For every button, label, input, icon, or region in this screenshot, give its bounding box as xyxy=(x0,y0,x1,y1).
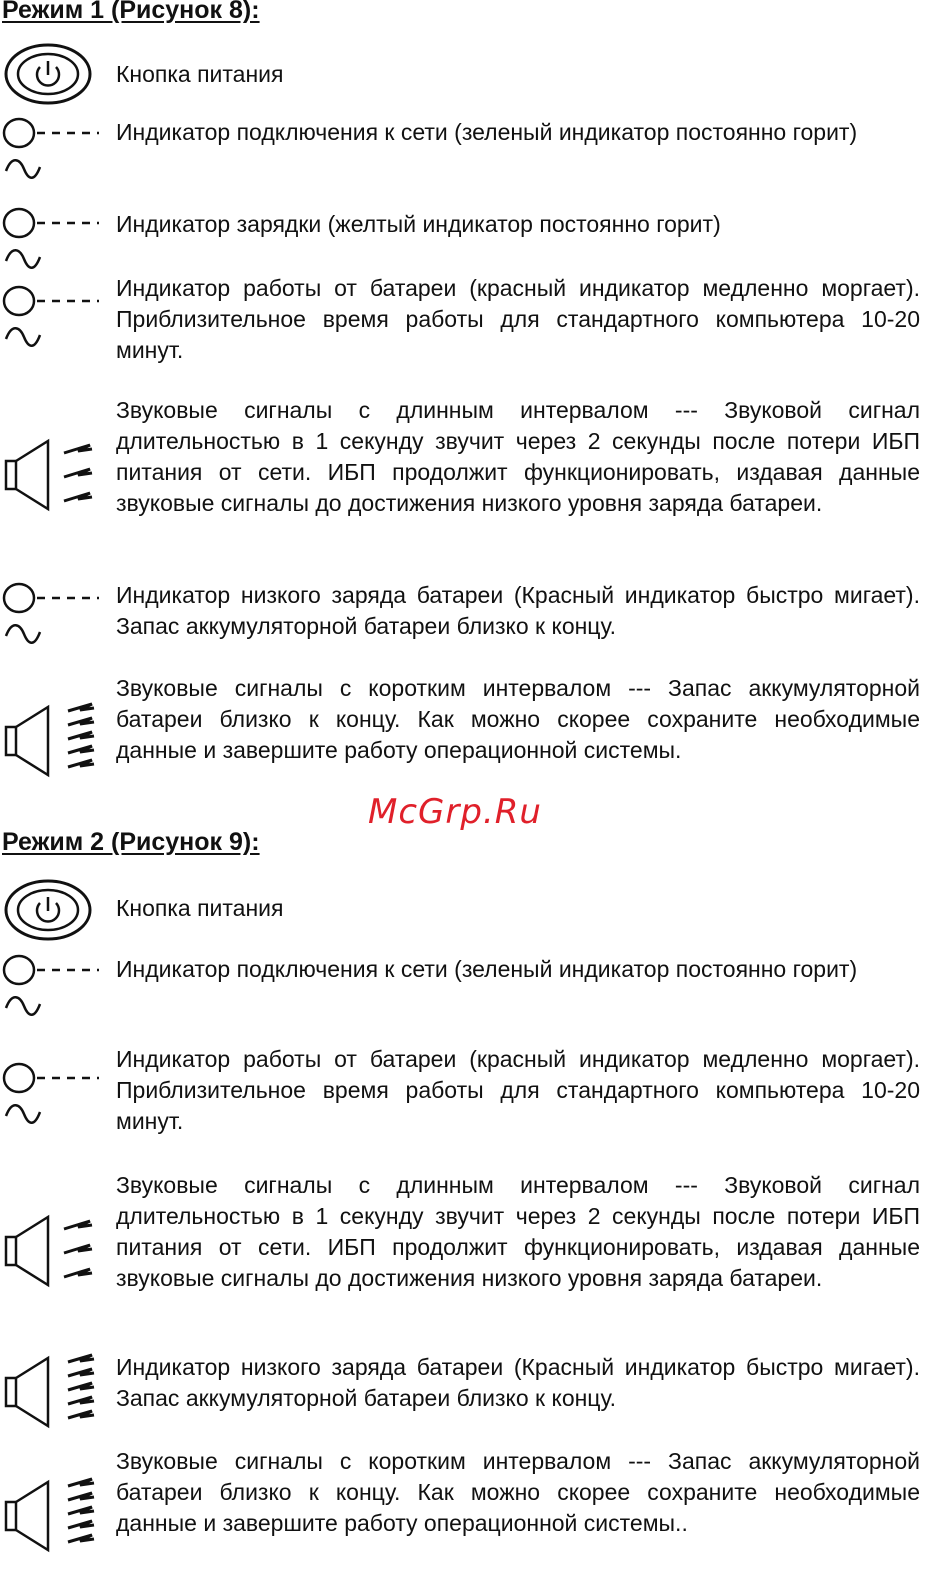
mode2-long-beeps-text: Звуковые сигналы с длинным интервалом --- Звуковой сигнал длительностью в 1 секунду звучит через 2 секунды после потери ИБП питания от сети. ИБП продолжит функционировать, издавая данные звуковые сигналы до достижения низкого уровня заряда батареи. xyxy=(116,1172,920,1291)
mode1-power-text: Кнопка питания xyxy=(116,61,284,87)
power-button-icon xyxy=(2,42,98,106)
led-indicator-icon xyxy=(2,582,102,652)
mode2-title: Режим 2 (Рисунок 9): xyxy=(2,828,260,856)
mode1-battery-text: Индикатор работы от батареи (красный индикатор медленно моргает). Приблизительное время работы для стандартного компьютера 10-20 минут. xyxy=(116,275,920,363)
power-button-icon xyxy=(2,878,98,942)
led-indicator-icon xyxy=(2,285,102,355)
mode1-charging-text: Индикатор зарядки (желтый индикатор постоянно горит) xyxy=(116,211,721,237)
speaker-long-beep-icon xyxy=(2,435,102,515)
mode2-short-beeps-text: Звуковые сигналы с коротким интервалом --- Запас аккумуляторной батареи близко к концу. Как можно скорее сохраните необходимые данные и завершите работу операционной системы.. xyxy=(116,1448,920,1536)
led-indicator-icon xyxy=(2,207,102,277)
mode2-power-text: Кнопка питания xyxy=(116,895,284,921)
mode1-low-battery-text: Индикатор низкого заряда батареи (Красный индикатор быстро мигает). Запас аккумуляторной батареи близко к концу. xyxy=(116,582,920,639)
mode2-battery-text: Индикатор работы от батареи (красный индикатор медленно моргает). Приблизительное время работы для стандартного компьютера 10-20 минут. xyxy=(116,1046,920,1134)
speaker-long-beep-icon xyxy=(2,1211,102,1291)
mode1-network-text: Индикатор подключения к сети (зеленый индикатор постоянно горит) xyxy=(116,119,858,145)
watermark: McGrp.Ru xyxy=(368,792,542,832)
led-indicator-icon xyxy=(2,954,102,1024)
mode1-long-beeps-text: Звуковые сигналы с длинным интервалом --- Звуковой сигнал длительностью в 1 секунду звучит через 2 секунды после потери ИБП питания от сети. ИБП продолжит функционировать, издавая данные звуковые сигналы до достижения низкого уровня заряда батареи. xyxy=(116,397,920,516)
mode2-low-battery-text: Индикатор низкого заряда батареи (Красный индикатор быстро мигает). Запас аккумуляторной батареи близко к концу. xyxy=(116,1354,920,1411)
led-indicator-icon xyxy=(2,1062,102,1132)
mode1-short-beeps-text: Звуковые сигналы с коротким интервалом --- Запас аккумуляторной батареи близко к концу. Как можно скорее сохраните необходимые данные и завершите работу операционной системы. xyxy=(116,675,920,763)
led-indicator-icon xyxy=(2,117,102,187)
speaker-short-beep-icon xyxy=(2,1476,102,1556)
speaker-short-beep-icon xyxy=(2,1352,102,1432)
mode1-title: Режим 1 (Рисунок 8): xyxy=(2,0,260,24)
speaker-short-beep-icon xyxy=(2,701,102,781)
mode2-network-text: Индикатор подключения к сети (зеленый индикатор постоянно горит) xyxy=(116,956,858,982)
